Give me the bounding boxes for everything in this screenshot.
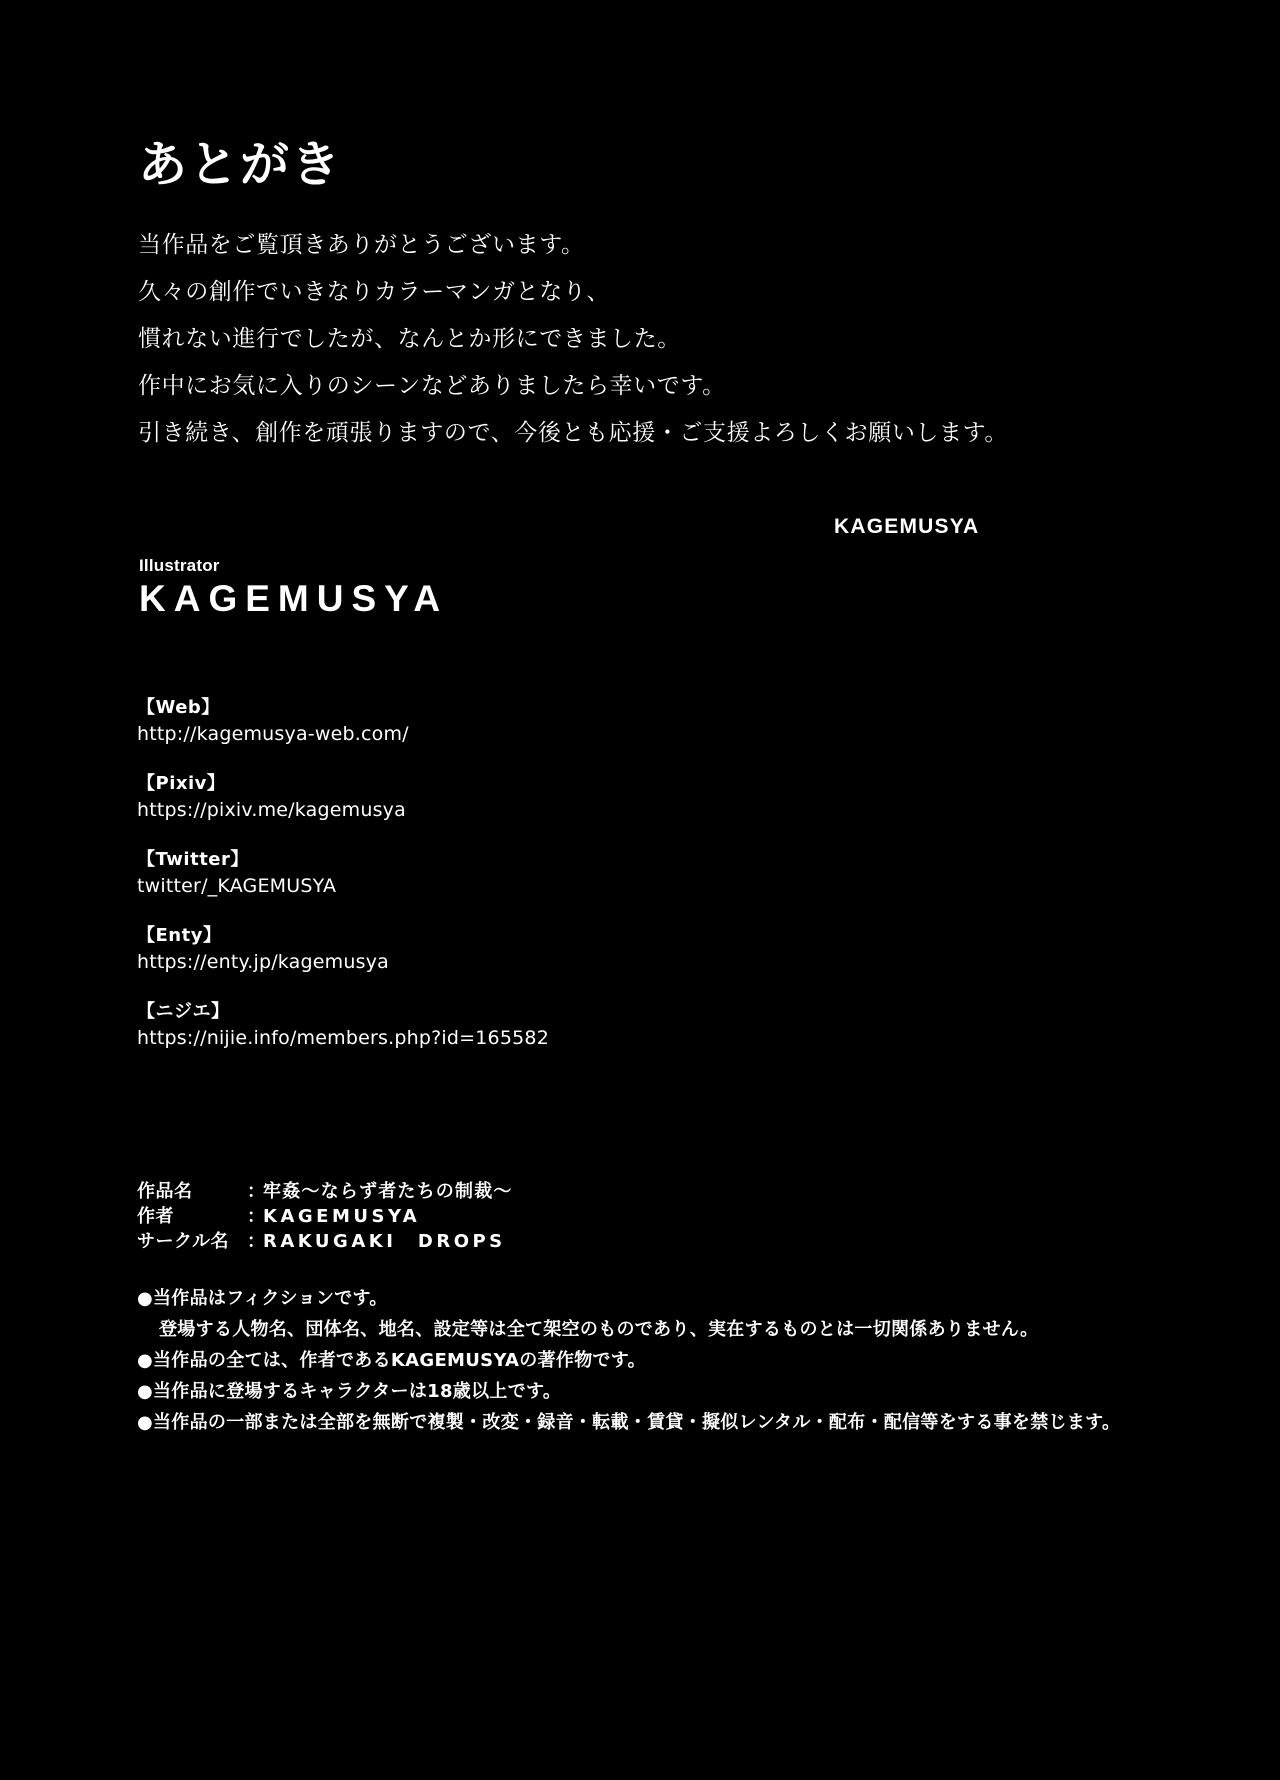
credit-value: RAKUGAKI DROPS: [263, 1231, 506, 1252]
author-signature: KAGEMUSYA: [834, 515, 980, 538]
credit-value: KAGEMUSYA: [263, 1206, 421, 1227]
credit-separator: ：: [247, 1231, 265, 1252]
credit-row: [137, 1229, 513, 1254]
notice-line: 登場する人物名、団体名、地名、設定等は全て架空のものであり、実在するものとは一切関係ありません。: [159, 1319, 1039, 1340]
illustrator-label: Illustrator: [139, 556, 220, 575]
credit-separator: ：: [247, 1206, 265, 1227]
illustrator-name: KAGEMUSYA: [139, 578, 449, 619]
link-label: 【ニジエ】: [137, 1001, 230, 1022]
link-label: 【Web】: [137, 697, 220, 718]
credit-key: 作者: [137, 1206, 174, 1227]
credit-row: [137, 1179, 513, 1204]
link-label: 【Pixiv】: [137, 773, 226, 794]
link-url[interactable]: twitter/_KAGEMUSYA: [137, 875, 337, 897]
credit-value: 牢姦～ならず者たちの制裁～: [263, 1181, 513, 1202]
credit-separator: ：: [247, 1181, 265, 1202]
link-group-pixiv: [137, 771, 837, 823]
link-group-enty: [137, 923, 837, 975]
link-url[interactable]: https://pixiv.me/kagemusya: [137, 799, 406, 821]
afterword-line: 引き続き、創作を頑張りますので、今後とも応援・ご支援よろしくお願いします。: [138, 420, 1008, 446]
notice-line: ●当作品の一部または全部を無断で複製・改変・録音・転載・賃貸・擬似レンタル・配布・配信等をする事を禁じます。: [137, 1412, 1121, 1433]
contact-links: [137, 695, 837, 1051]
link-group-web: [137, 695, 837, 747]
credit-key: サークル名: [137, 1231, 229, 1252]
credit-row: [137, 1204, 513, 1229]
page-title: あとがき: [138, 136, 343, 193]
link-label: 【Twitter】: [137, 849, 249, 870]
afterword-line: 慣れない進行でしたが、なんとか形にできました。: [138, 326, 681, 352]
link-label: 【Enty】: [137, 925, 222, 946]
link-group-nijie: [137, 999, 837, 1051]
notice-line: ●当作品に登場するキャラクターは18歳以上です。: [137, 1381, 562, 1402]
notice-line: ●当作品の全ては、作者であるKAGEMUSYAの著作物です。: [137, 1350, 646, 1371]
link-url[interactable]: https://nijie.info/members.php?id=165582: [137, 1027, 549, 1049]
afterword-line: 久々の創作でいきなりカラーマンガとなり、: [138, 279, 610, 305]
credit-key: 作品名: [137, 1181, 193, 1202]
afterword-body: [138, 222, 1138, 457]
legal-notices: [137, 1283, 1147, 1438]
link-url[interactable]: http://kagemusya-web.com/: [137, 723, 409, 745]
notice-line: ●当作品はフィクションです。: [137, 1288, 388, 1309]
credits-block: [137, 1179, 513, 1254]
link-group-twitter: [137, 847, 837, 899]
afterword-line: 作中にお気に入りのシーンなどありましたら幸いです。: [138, 373, 726, 399]
afterword-line: 当作品をご覧頂きありがとうございます。: [138, 232, 585, 258]
link-url[interactable]: https://enty.jp/kagemusya: [137, 951, 389, 973]
